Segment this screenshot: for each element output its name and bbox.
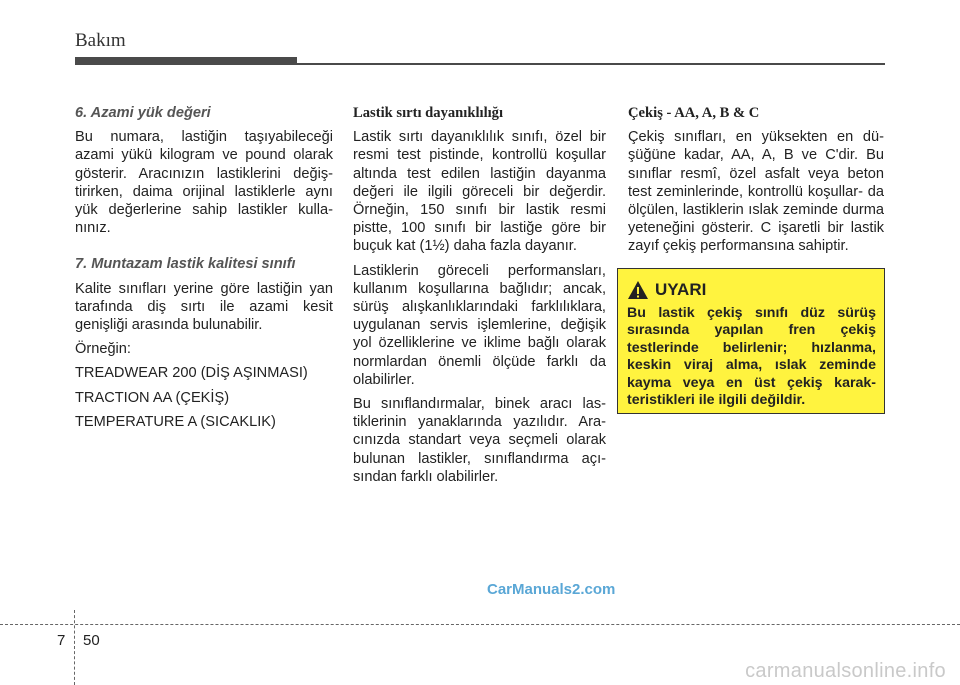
heading-quality-grade: 7. Muntazam lastik kalitesi sınıfı xyxy=(75,256,296,273)
paragraph-traction: Çekiş sınıfları, en yüksekten en dü- şüğüne kadar, AA, A, B ve C'dir. Bu sınıflar resmî, özel asfalt veya beton test zeminlerinde, kontrollü koşullar- da ölçülen, lastiklerin ıslak zeminde durma yeteneğini gösterir. C işaretli bir lastik zayıf çekiş performansına sahiptir. xyxy=(628,129,884,255)
paragraph-treadwear-3: Bu sınıflandırmalar, binek aracı las- tiklerinin yanaklarında yazılıdır. Ara- cınızda standart veya seçmeli olarak bulunan lastikler, sınıflandırma açı- sından farklı olabilirler. xyxy=(353,396,606,485)
column-1 xyxy=(75,104,333,437)
header-rule-thin xyxy=(297,63,885,65)
warning-triangle-icon xyxy=(627,280,649,300)
header-rule-thick xyxy=(75,57,297,65)
footer-site-watermark: carmanualsonline.info xyxy=(745,660,946,682)
paragraph-treadwear-2: Lastiklerin göreceli performansları, kullanım koşullarına bağlıdır; ancak, sürüş alışkanlıklarındaki farklılıklara, uygulanan servis işlemlerine, değişik yol özelliklerine ve iklime bağlı olarak normlardan önemli ölçüde farklı da olabilirler. xyxy=(353,262,606,388)
footer-divider xyxy=(0,624,960,625)
column-3 xyxy=(628,104,884,262)
paragraph-quality-grade: Kalite sınıfları yerine göre lastiğin yan tarafında diş sırtı ile azami kesit genişliği arasında bulunabilir. xyxy=(75,280,333,334)
example-traction: TRACTION AA (ÇEKİŞ) xyxy=(75,389,230,406)
example-temperature: TEMPERATURE A (SICAKLIK) xyxy=(75,413,276,430)
example-label: Örneğin: xyxy=(75,341,131,358)
heading-traction: Çekiş - AA, A, B & C xyxy=(628,105,760,121)
warning-title: UYARI xyxy=(655,280,707,299)
column-2 xyxy=(353,104,606,492)
watermark-link[interactable]: CarManuals2.com xyxy=(487,581,616,598)
warning-box xyxy=(617,268,885,414)
page-number: 50 xyxy=(83,632,100,649)
paragraph-treadwear-1: Lastik sırtı dayanıklılık sınıfı, özel bir resmi test pistinde, kontrollü koşullar altında test edilen lastiğin dayanma değeri ile ilgili göreceli bir değerdir. Örneğin, 150 sınıfı bir lastik resmi pistte, 100 sınıfı bir lastiğe göre bir buçuk kat (1½) daha fazla dayanır. xyxy=(353,129,606,255)
chapter-number: 7 xyxy=(57,632,66,649)
warning-text: Bu lastik çekiş sınıfı düz sürüş sırasında yapılan fren çekiş testlerinde belirlenir; hızlanma, keskin viraj alma, ıslak zeminde kayma veya en üst çekiş karak- teristikleri ile ilgili değildir. xyxy=(627,305,876,409)
paragraph-max-load: Bu numara, lastiğin taşıyabileceği azami yükü kilogram ve pound olarak gösterir. Aracınızın lastiklerini değiş- tirirken, daima orijinal lastiklerle aynı yük değerlerine sahip lastikler kulla- nınız. xyxy=(75,129,333,237)
heading-max-load: 6. Azami yük değeri xyxy=(75,105,211,121)
warning-header xyxy=(627,277,876,303)
heading-treadwear: Lastik sırtı dayanıklılığı xyxy=(353,105,504,121)
section-title: Bakım xyxy=(75,30,126,51)
footer-vertical-divider xyxy=(74,610,75,685)
example-treadwear: TREADWEAR 200 (DİŞ AŞINMASI) xyxy=(75,365,308,382)
